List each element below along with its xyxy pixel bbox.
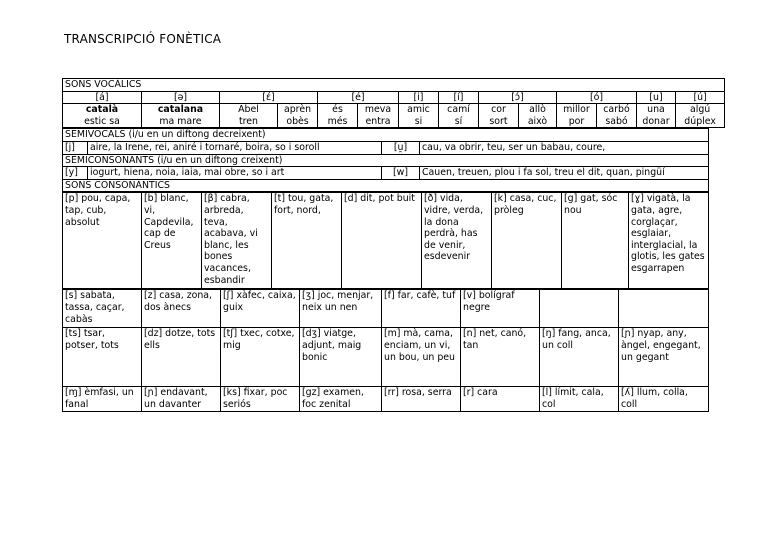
- transcription-sheet: [62, 78, 716, 412]
- vowel-symbol: [i]: [399, 91, 439, 104]
- semivocals-heading: SEMIVOCALS (i/u en un diftong decreixent): [63, 129, 709, 142]
- consonant-cell: [ŋ] fang, anca, un coll: [540, 328, 619, 387]
- consonant-cell: [ʒ] joc, menjar, neix un nen: [300, 290, 382, 328]
- semivocal-w-symbol: [u̯]: [382, 141, 420, 154]
- vowels-heading: SONS VOCÀLICS: [63, 79, 725, 92]
- consonant-cell: [b] blanc, vi, Capdevila, cap de Creus: [142, 193, 202, 289]
- vowel-symbol: [ú]: [676, 91, 725, 104]
- vowel-example: meva entra: [358, 104, 399, 128]
- consonant-cell: [β] cabra, arbreda, teva, acabava, vi blanc, les bones vacances, esbandir: [202, 193, 272, 289]
- consonant-cell: [s] sabata, tassa, caçar, cabàs: [63, 290, 142, 328]
- consonant-cell-empty: [619, 290, 709, 328]
- semiconsonant-y-examples: iogurt, hiena, noia, iaia, mai obre, so i art: [88, 167, 382, 180]
- vowels-table: [62, 78, 725, 128]
- consonant-cell-empty: [540, 290, 619, 328]
- vowel-example: amic si: [399, 104, 439, 128]
- semiconsonants-heading: SEMICONSONANTS (i/u en un diftong creixent): [63, 154, 709, 167]
- consonant-cell: [v] bolígraf negre: [461, 290, 540, 328]
- consonant-cell: [g] gat, sóc nou: [562, 193, 629, 289]
- consonant-cell: [t] tou, gata, fort, nord,: [272, 193, 342, 289]
- consonant-cell: [tʃ] txec, cotxe, mig: [221, 328, 300, 387]
- consonant-cell: [ɲ] endavant, un davanter: [142, 387, 221, 412]
- consonant-cell: [ð] vida, vidre, verda, la dona perdrà, has de venir, esdevenir: [422, 193, 492, 289]
- vowel-example: Abel tren: [220, 104, 278, 128]
- consonant-cell: [ɣ] vigatà, la gata, agre, corglaçar, esglaiar, interglacial, la glotis, les gates esgarrapen: [629, 193, 709, 289]
- consonant-cell: [dʒ] viatge, adjunt, maig bonic: [300, 328, 382, 387]
- vowel-example: és més: [318, 104, 358, 128]
- vowel-example: carbó sabó: [597, 104, 637, 128]
- consonant-cell: [ɱ] èmfasi, un fanal: [63, 387, 142, 412]
- consonant-cell: [ts] tsar, potser, tots: [63, 328, 142, 387]
- vowel-symbol: [é]: [318, 91, 399, 104]
- vowel-symbol: [u]: [637, 91, 676, 104]
- diphthong-table: [62, 128, 709, 192]
- vowel-example: catalana ma mare: [142, 104, 220, 128]
- document-title: TRANSCRIPCIÓ FONÈTICA: [64, 32, 222, 46]
- consonant-cell: [n] net, canó, tan: [461, 328, 540, 387]
- consonant-cell: [ʎ] llum, colla, coll: [619, 387, 709, 412]
- consonant-cell: [rr] rosa, serra: [382, 387, 461, 412]
- vowel-example: algú dúplex: [676, 104, 725, 128]
- semiconsonant-w-examples: Cauen, treuen, plou i fa sol, treu el dit, quan, pingüí: [420, 167, 709, 180]
- vowel-symbol: [έ]: [220, 91, 318, 104]
- vowel-example: millor por: [557, 104, 597, 128]
- semivocal-j-symbol: [j]: [63, 141, 88, 154]
- consonant-cell: [l] límit, cala, col: [540, 387, 619, 412]
- vowel-symbol: [á]: [63, 91, 142, 104]
- vowel-symbol: [ó]: [557, 91, 637, 104]
- vowel-example: aprèn obès: [278, 104, 318, 128]
- consonant-cell: [r] cara: [461, 387, 540, 412]
- consonant-cell: [ks] fixar, poc seriós: [221, 387, 300, 412]
- semiconsonant-w-symbol: [w]: [382, 167, 420, 180]
- consonant-cell: [p] pou, capa, tap, cub, absolut: [63, 193, 142, 289]
- consonant-cell: [gz] examen, foc zenital: [300, 387, 382, 412]
- vowel-example: català estic sa: [63, 104, 142, 128]
- semivocal-j-examples: aire, la Irene, rei, aniré i tornaré, boira, so i soroll: [88, 141, 382, 154]
- consonant-cell: [f] far, cafè, tuf: [382, 290, 461, 328]
- consonant-cell: [z] casa, zona, dos ànecs: [142, 290, 221, 328]
- consonants-heading: SONS CONSONÀNTICS: [63, 179, 709, 192]
- consonant-cell: [ʃ] xàfec, caixa, guix: [221, 290, 300, 328]
- vowel-example: cor sort: [479, 104, 519, 128]
- consonant-cell: [dz] dotze, tots ells: [142, 328, 221, 387]
- semivocal-w-examples: cau, va obrir, teu, ser un babau, coure,: [420, 141, 709, 154]
- consonant-cell: [m] mà, cama, enciam, un vi, un bou, un peu: [382, 328, 461, 387]
- semiconsonant-y-symbol: [y]: [63, 167, 88, 180]
- vowel-symbol: [ɔ́]: [479, 91, 557, 104]
- vowel-example: camí sí: [439, 104, 479, 128]
- consonant-cell: [ɲ] nyap, any, àngel, engegant, un gegant: [619, 328, 709, 387]
- consonant-cell: [k] casa, cuc, pròleg: [492, 193, 562, 289]
- vowel-symbol: [í]: [439, 91, 479, 104]
- vowel-example: una donar: [637, 104, 676, 128]
- vowel-example: allò això: [519, 104, 557, 128]
- consonants-grid: [62, 289, 709, 412]
- consonants-row-1: [62, 192, 709, 289]
- consonant-cell: [d] dit, pot buit: [342, 193, 422, 289]
- vowel-symbol: [ə]: [142, 91, 220, 104]
